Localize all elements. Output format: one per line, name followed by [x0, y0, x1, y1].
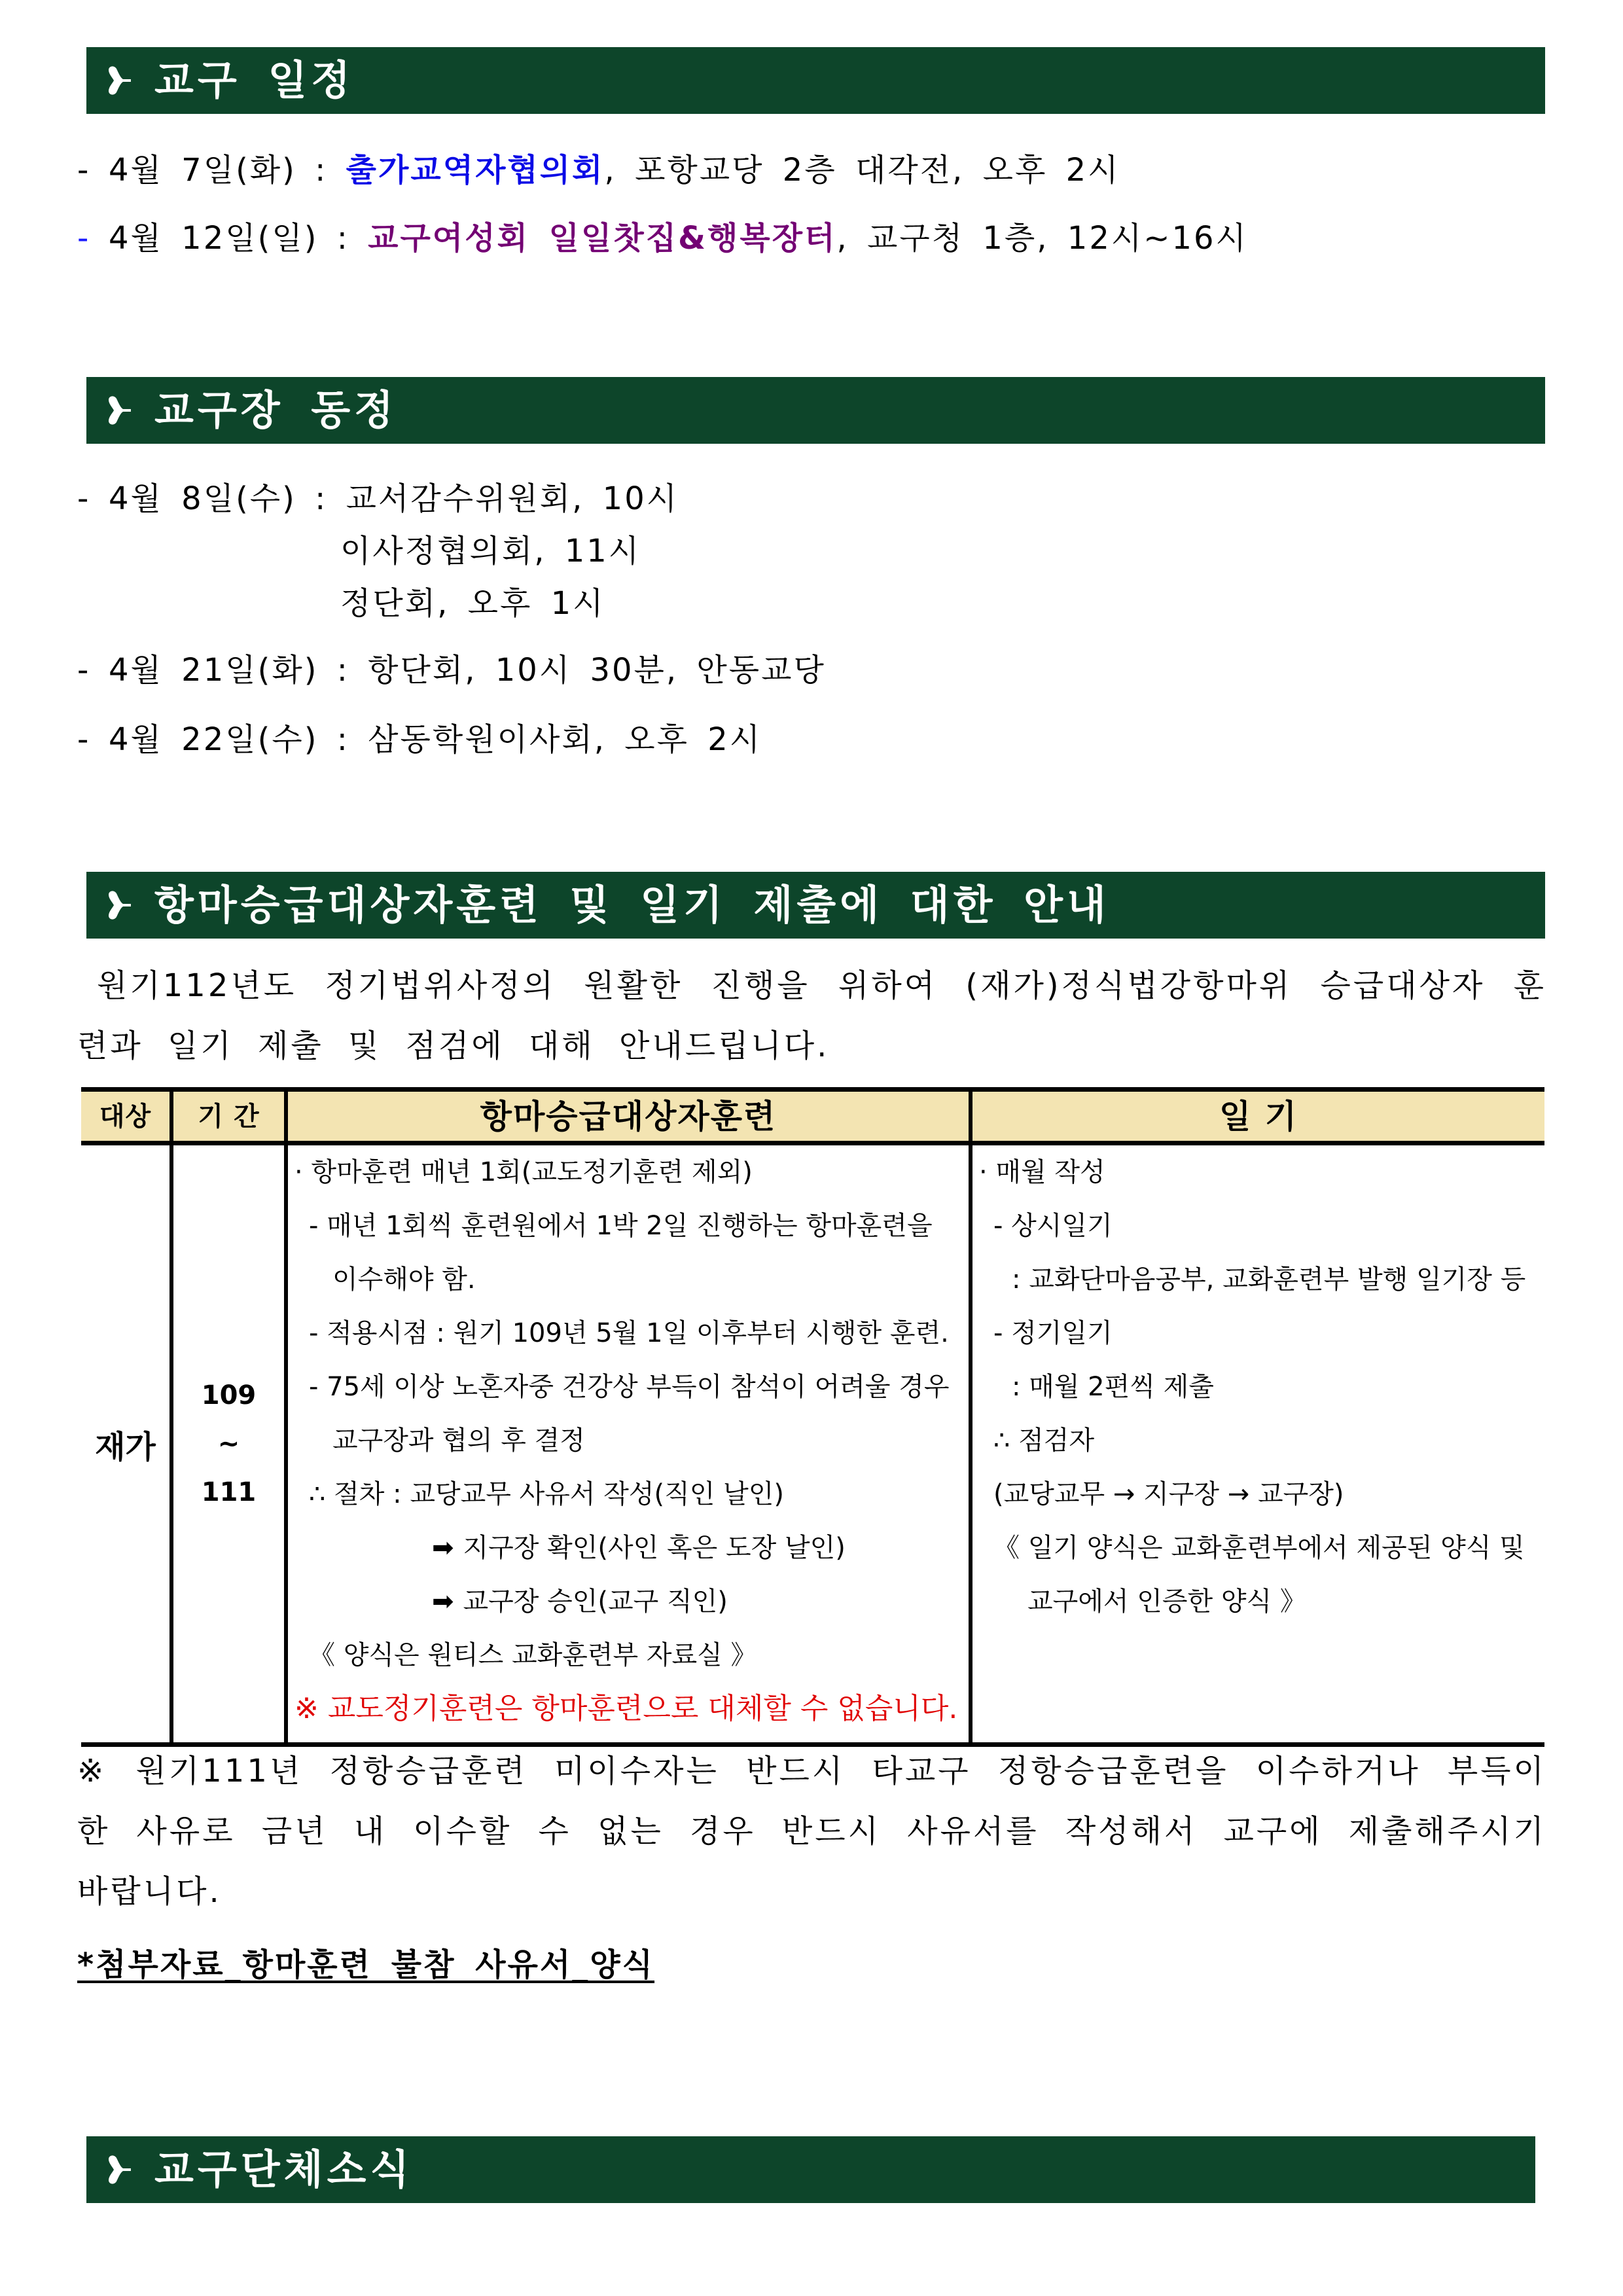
schedule-event-highlight: 교구여성회 일일찻집&행복장터: [368, 220, 837, 257]
training-line: · 항마훈련 매년 1회(교도정기훈련 제외): [294, 1157, 753, 1187]
period-start: 109: [201, 1380, 257, 1410]
activity-date: 4월 21일(화) :: [109, 652, 368, 689]
activity-text: 이사정협의회, 11시: [340, 533, 641, 569]
right-arrow-icon: ➡: [432, 1533, 454, 1563]
training-warning: ※ 교도정기훈련은 항마훈련으로 대체할 수 없습니다.: [294, 1692, 958, 1725]
column-header-period: 기 간: [171, 1090, 286, 1143]
section-header-diocese-schedule: [86, 47, 1545, 114]
training-line: - 적용시점 : 원기 109년 5월 1일 이후부터 시행한 훈련.: [309, 1318, 949, 1348]
activity-date: 4월 8일(수) :: [109, 480, 346, 517]
attachment-link[interactable]: *첨부자료_항마훈련 불참 사유서_양식: [77, 1946, 655, 1983]
activity-item-continued: [340, 585, 605, 622]
heart-bullet-icon: [106, 2154, 132, 2185]
activity-text: 정단회, 오후 1시: [340, 585, 605, 622]
diary-line: - 정기일기: [993, 1318, 1113, 1348]
schedule-details: , 교구청 1층, 12시~16시: [836, 220, 1248, 257]
activity-item: [77, 652, 826, 689]
training-line: ∴ 절차 : 교당교무 사유서 작성(직인 날인): [309, 1479, 785, 1509]
right-arrow-icon: ➡: [432, 1587, 454, 1617]
period-end: 111: [201, 1477, 257, 1507]
notice-intro: 원기112년도 정기법위사정의 원활한 진행을 위하여 (재가)정식법강항마위 승급대상자 훈련과 일기 제출 및 점검에 대해 안내드립니다.: [77, 967, 1546, 1064]
diary-line: (교당교무 → 지구장 → 교구장): [993, 1479, 1344, 1509]
activity-text: 교서감수위원회, 10시: [346, 480, 679, 517]
cell-target: 재가: [81, 1143, 171, 1745]
table-row: [81, 1143, 1544, 1745]
section-title: 항마승급대상자훈련 및 일기 제출에 대한 안내: [154, 881, 1110, 929]
column-header-diary: 일 기: [971, 1090, 1544, 1143]
heart-bullet-icon: [106, 65, 132, 96]
diary-line: 《 일기 양식은 교화훈련부에서 제공된 양식 및: [993, 1533, 1525, 1563]
diary-line: 교구에서 인증한 양식 》: [1027, 1587, 1306, 1617]
activity-item-continued: [340, 535, 641, 567]
cell-training: [286, 1143, 971, 1745]
table-header-row: [81, 1090, 1544, 1143]
section-header-group-news: [86, 2136, 1535, 2203]
cell-diary: [971, 1143, 1544, 1745]
training-line: - 75세 이상 노혼자중 건강상 부득이 참석이 어려울 경우: [309, 1372, 950, 1402]
list-dash: -: [77, 220, 91, 257]
training-line: - 매년 1회씩 훈련원에서 1박 2일 진행하는 항마훈련을: [309, 1211, 933, 1241]
section-header-bishop-activities: [86, 377, 1545, 444]
section-title: 교구장 동정: [154, 386, 398, 434]
section-header-training-notice: [86, 872, 1545, 939]
notice-footnote: ※ 원기111년 정항승급훈련 미이수자는 반드시 타교구 정항승급훈련을 이수하거나 부득이한 사유로 금년 내 이수할 수 없는 경우 반드시 사유서를 작성해서 교구에 제출해주시기 바랍니다.: [77, 1753, 1546, 1910]
heart-bullet-icon: [106, 395, 132, 426]
training-line: 《 양식은 원티스 교화훈련부 자료실 》: [309, 1640, 757, 1670]
schedule-item: [77, 220, 1248, 257]
heart-bullet-icon: [106, 889, 132, 921]
activity-item: [77, 480, 679, 517]
training-line: ➡ 교구장 승인(교구 직인): [294, 1581, 969, 1635]
activity-text: 항단회, 10시 30분, 안동교당: [368, 652, 826, 689]
section-title: 교구단체소식: [154, 2145, 414, 2193]
list-dash: -: [77, 480, 91, 517]
period-tilde: ~: [217, 1429, 240, 1459]
diary-line: : 매월 2편씩 제출: [1012, 1372, 1214, 1402]
diary-line: · 매월 작성: [979, 1157, 1105, 1187]
column-header-training: 항마승급대상자훈련: [286, 1090, 971, 1143]
schedule-date: 4월 7일(화) :: [109, 152, 346, 188]
activity-text: 삼동학원이사회, 오후 2시: [368, 721, 762, 758]
activity-item: [77, 721, 762, 758]
schedule-item: [77, 154, 1120, 186]
list-dash: -: [77, 721, 91, 758]
diary-line: ∴ 점검자: [993, 1426, 1095, 1456]
diary-line: : 교화단마음공부, 교화훈련부 발행 일기장 등: [1012, 1265, 1526, 1295]
section-title: 교구 일정: [154, 56, 355, 104]
cell-period: [171, 1143, 286, 1745]
list-dash: -: [77, 152, 91, 188]
training-table: [81, 1087, 1544, 1747]
training-line: 이수해야 함.: [332, 1265, 476, 1295]
diary-line: - 상시일기: [993, 1211, 1113, 1241]
schedule-event-highlight: 출가교역자협의회: [346, 152, 605, 188]
column-header-target: 대상: [81, 1090, 171, 1143]
training-line: ➡ 지구장 확인(사인 혹은 도장 날인): [294, 1528, 969, 1581]
schedule-details: , 포항교당 2층 대각전, 오후 2시: [604, 152, 1120, 188]
training-line: 교구장과 협의 후 결정: [332, 1426, 585, 1456]
activity-date: 4월 22일(수) :: [109, 721, 368, 758]
schedule-date: 4월 12일(일) :: [109, 220, 368, 257]
list-dash: -: [77, 652, 91, 689]
